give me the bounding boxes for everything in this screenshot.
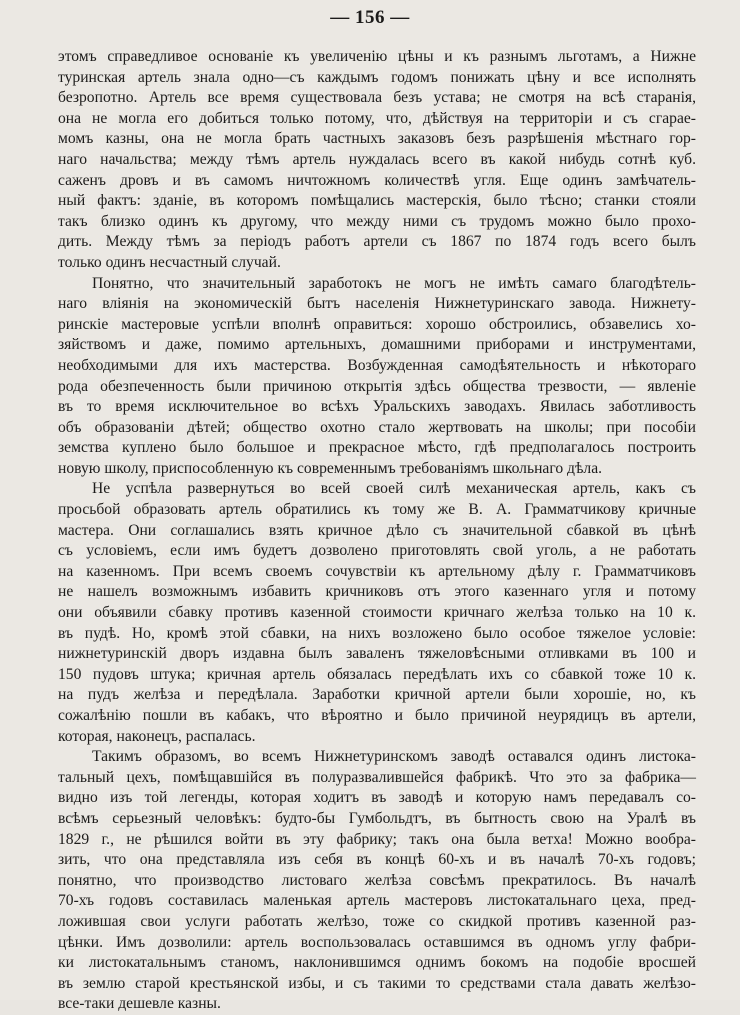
paragraph-3 [58, 479, 696, 747]
text-line: необходимыми для ихъ мастерства. Возбужденная самодѣятельность и нѣкотораго [58, 356, 696, 374]
text-line: она не могла его добиться только потому, что, дѣйствуя на территоріи и съ сгарае- [58, 109, 696, 127]
text-line: не нашелъ возможнымъ избавить кричниковъ отъ этого казеннаго угля и потому [58, 583, 696, 601]
text-line: безропотно. Артель все время существовала безъ устава; не смотря на всѣ старанія, [58, 89, 696, 107]
paragraph-4 [58, 747, 696, 1015]
text-line: всѣмъ серьезный человѣкъ: будто-бы Гумбольдтъ, въ бытность свою на Уралѣ въ [58, 809, 696, 827]
text-line: они объявили сбавку противъ казенной стоимости кричнаго желѣза только на 10 к. [58, 604, 696, 622]
text-line: 1829 г., не рѣшился войти въ эту фабрику; такъ она была ветха! Можно вообра- [58, 830, 696, 848]
text-line: только одинъ несчастный случай. [58, 253, 281, 271]
text-line: ложившая свои услуги работать желѣзо, тоже со скидкой противъ казенной раз- [58, 912, 696, 930]
text-line: такъ близко одинъ къ другому, что между ними съ трудомъ можно было прохо- [58, 212, 696, 230]
text-line: Не успѣла развернуться во всей своей силѣ механическая артель, какъ съ [92, 480, 696, 498]
text-line: просьбой образовать артель обратились къ тому же В. А. Грамматчикову кричные [58, 501, 696, 519]
text-line: туринская артель знала одно—съ каждымъ годомъ понижать цѣну и все исполнять [58, 68, 696, 86]
text-line: 70-хъ годовъ составилась маленькая артель мастеровъ листокатальнаго цеха, пред- [58, 892, 696, 910]
text-line: въ землю старой крестьянской избы, и съ такими то средствами стала давать желѣзо- [58, 974, 696, 992]
text-line: саженъ дровъ и въ самомъ ничтожномъ количествѣ угля. Еще одинъ замѣчатель- [58, 171, 696, 189]
text-line: все-таки дешевле казны. [58, 995, 221, 1013]
text-line: зяйствомъ и даже, помимо артельныхъ, домашними приборами и инструментами, [58, 336, 696, 354]
text-line: нижнетуринскій дворъ издавна былъ заваленъ тяжеловѣсными отливками въ 100 и [58, 645, 696, 663]
text-line: въ пудѣ. Но, кромѣ этой сбавки, на нихъ возложено было особое тяжелое условіе: [58, 624, 696, 642]
text-line: которая, наконецъ, распалась. [58, 727, 256, 745]
text-line: сожалѣнію пошли въ кабакъ, что вѣроятно и было причиной неурядицъ въ артели, [58, 707, 696, 724]
text-line: понятно, что производство листоваго желѣза совсѣмъ прекратилось. Въ началѣ [58, 871, 696, 889]
text-line: въ то время исключительное во всѣхъ Уральскихъ заводахъ. Явилась заботливость [58, 398, 696, 416]
text-line: ринскіе мастеровые успѣли вполнѣ оправиться: хорошо обстроились, обзавелись хо- [58, 315, 696, 333]
text-line: зить, что она представляла изъ себя въ концѣ 60-хъ и въ началѣ 70-хъ годовъ; [58, 851, 696, 869]
text-line: съ условіемъ, если имъ будетъ дозволено приготовлять свой уголь, а не работать [58, 542, 696, 560]
text-line: ки листокатальнымъ станомъ, наклонившимся однимъ бокомъ на подобіе вросшей [58, 954, 696, 972]
text-line: на пудъ желѣза и передѣлала. Заработки кричной артели были хорошіе, но, къ [58, 686, 696, 704]
text-line: наго начальства; между тѣмъ артель нуждалась всего въ какой нибудь сотнѣ куб. [58, 150, 696, 168]
text-line: на казенномъ. При всемъ своемъ сочувствіи къ артельному дѣлу г. Грамматчиковъ [58, 562, 696, 580]
paragraph-1 [58, 47, 696, 274]
text-line: новую школу, приспособленную къ современнымъ требованіямъ школьнаго дѣла. [58, 459, 603, 477]
text-line: дить. Между тѣмъ за періодъ работъ артели съ 1867 по 1874 годъ всего былъ [58, 233, 696, 251]
text-line: рода обезпеченность были причиною открытія здѣсь общества трезвости, — явленіе [58, 377, 696, 395]
text-line: ный фактъ: зданіе, въ которомъ помѣщались мастерскія, было тѣсно; станки стояли [58, 192, 696, 210]
text-line: тальный цехъ, помѣщавшійся въ полуразвалившейся фабрикѣ. Что это за фабрика— [58, 768, 696, 786]
text-line: объ образованіи дѣтей; общество охотно стало жертвовать на школы; при пособіи [58, 418, 696, 436]
page-number: — 156 — [330, 7, 410, 28]
text-line: мастера. Они соглашались взять кричное дѣло съ значительной сбавкой въ цѣнѣ [58, 521, 696, 539]
text-line: Понятно, что значительный заработокъ не могъ не имѣть самаго благодѣтель- [92, 274, 696, 292]
text-line: видно изъ той легенды, которая ходитъ въ заводѣ и которую намъ передавалъ со- [58, 789, 696, 807]
text-line: Такимъ образомъ, во всемъ Нижнетуринскомъ заводѣ оставался одинъ листока- [92, 748, 696, 766]
text-line: момъ казны, она не могла брать частныхъ заказовъ безъ разрѣшенія мѣстнаго гор- [58, 130, 696, 148]
text-line: наго вліянія на экономическій бытъ населенія Нижнетуринскаго завода. Нижнету- [58, 295, 696, 313]
text-line: цѣнки. Имъ дозволили: артель воспользовалась оставшимся въ одномъ углу фабри- [58, 933, 696, 951]
text-line: этомъ справедливое основаніе къ увеличенію цѣны и къ разнымъ льготамъ, а Нижне [58, 48, 696, 65]
text-line: земства куплено было большое и прекрасное мѣсто, гдѣ предполагалось построить [58, 439, 696, 457]
paragraph-2 [58, 274, 696, 480]
text-line: 150 пудовъ штука; кричная артель обязалась передѣлать ихъ со сбавкой тоже 10 к. [58, 665, 696, 683]
body-text [58, 47, 696, 1015]
